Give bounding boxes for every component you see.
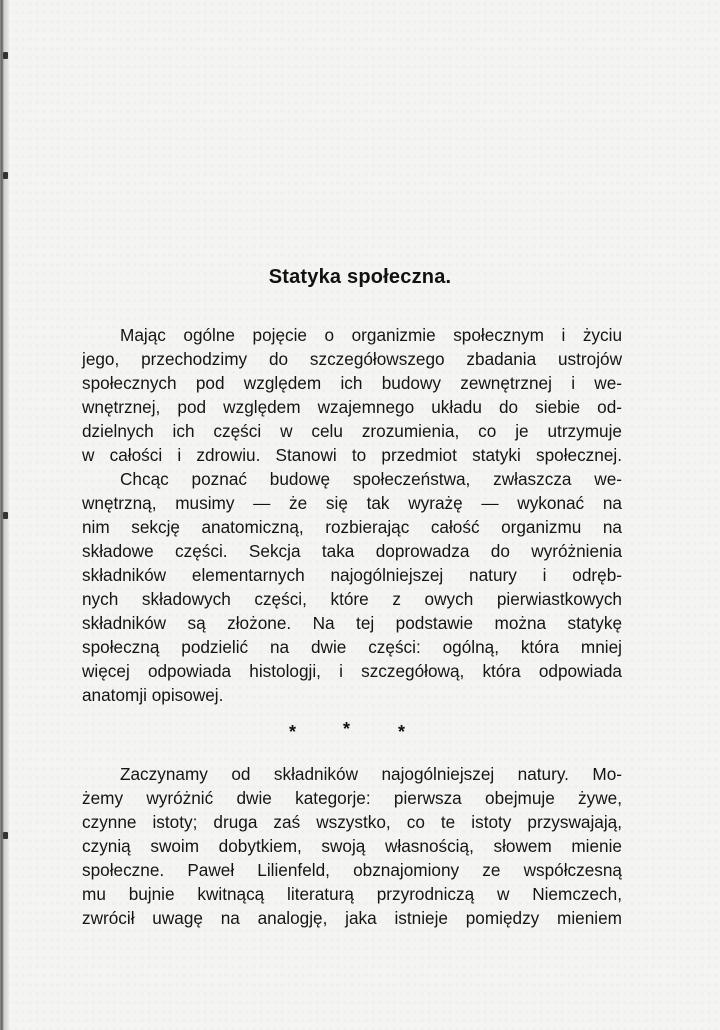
- separator-star: *: [398, 722, 406, 742]
- paragraph-line: jego, przechodzimy do szczegółowszego zbadania ustrojów: [82, 349, 622, 369]
- paragraph-line: składowe części. Sekcja taka doprowadza do wyróżnienia: [82, 541, 622, 561]
- paragraph-line: społeczne. Paweł Lilienfeld, obznajomiony ze współczesną: [82, 860, 622, 880]
- paragraph-line: nych składowych części, które z owych pierwiastkowych: [82, 589, 622, 609]
- paragraph-line: Zaczynamy od składników najogólniejszej natury. Mo-: [120, 764, 622, 784]
- paragraph-line: Mając ogólne pojęcie o organizmie społecznym i życiu: [120, 325, 622, 345]
- paragraph-line: wnętrzną, musimy — że się tak wyrażę — wykonać na: [82, 493, 622, 513]
- paragraph-line: czynią swoim dobytkiem, swoją własnością, słowem mienie: [82, 836, 622, 856]
- paragraph-line: społecznych pod względem ich budowy zewnętrznej i we-: [82, 373, 622, 393]
- paragraph-line: zwrócił uwagę na analogję, jaka istnieje pomiędzy mieniem: [82, 908, 622, 928]
- binding-thread-mark: [3, 512, 8, 519]
- paragraph-line: więcej odpowiada histologji, i szczegółową, która odpowiada: [82, 661, 622, 681]
- body-text-upper: [82, 323, 622, 707]
- paragraph-line: składników są złożone. Na tej podstawie można statykę: [82, 613, 622, 633]
- paragraph-line: społeczną podzielić na dwie części: ogólną, która mniej: [82, 637, 622, 657]
- binding-thread-mark: [3, 832, 8, 839]
- paragraph-line: nim sekcję anatomiczną, rozbierając całość organizmu na: [82, 517, 622, 537]
- paragraph-line: dzielnych ich części w celu zrozumienia, co je utrzymuje: [82, 421, 622, 441]
- chapter-title: Statyka społeczna.: [268, 266, 452, 288]
- paragraph-line: anatomji opisowej.: [82, 685, 224, 705]
- paragraph-line: Chcąc poznać budowę społeczeństwa, zwłaszcza we-: [120, 469, 622, 489]
- separator-star: *: [289, 722, 297, 742]
- paragraph-line: żemy wyróżnić dwie kategorje: pierwsza obejmuje żywe,: [82, 788, 622, 808]
- page-binding-edge: [0, 0, 9, 1030]
- section-separator: [0, 719, 720, 752]
- body-text-lower: [82, 762, 622, 930]
- separator-star: *: [343, 719, 351, 739]
- paragraph-line: w całości i zdrowiu. Stanowi to przedmiot statyki społecznej.: [82, 445, 622, 465]
- binding-thread-mark: [3, 172, 8, 179]
- paragraph-line: składników elementarnych najogólniejszej natury i odręb-: [82, 565, 622, 585]
- binding-thread-mark: [3, 52, 8, 59]
- paragraph-line: mu bujnie kwitnącą literaturą przyrodniczą w Niemczech,: [82, 884, 622, 904]
- paragraph-line: czynne istoty; druga zaś wszystko, co te istoty przyswajają,: [82, 812, 622, 832]
- paragraph-line: wnętrznej, pod względem wzajemnego układu do siebie od-: [82, 397, 622, 417]
